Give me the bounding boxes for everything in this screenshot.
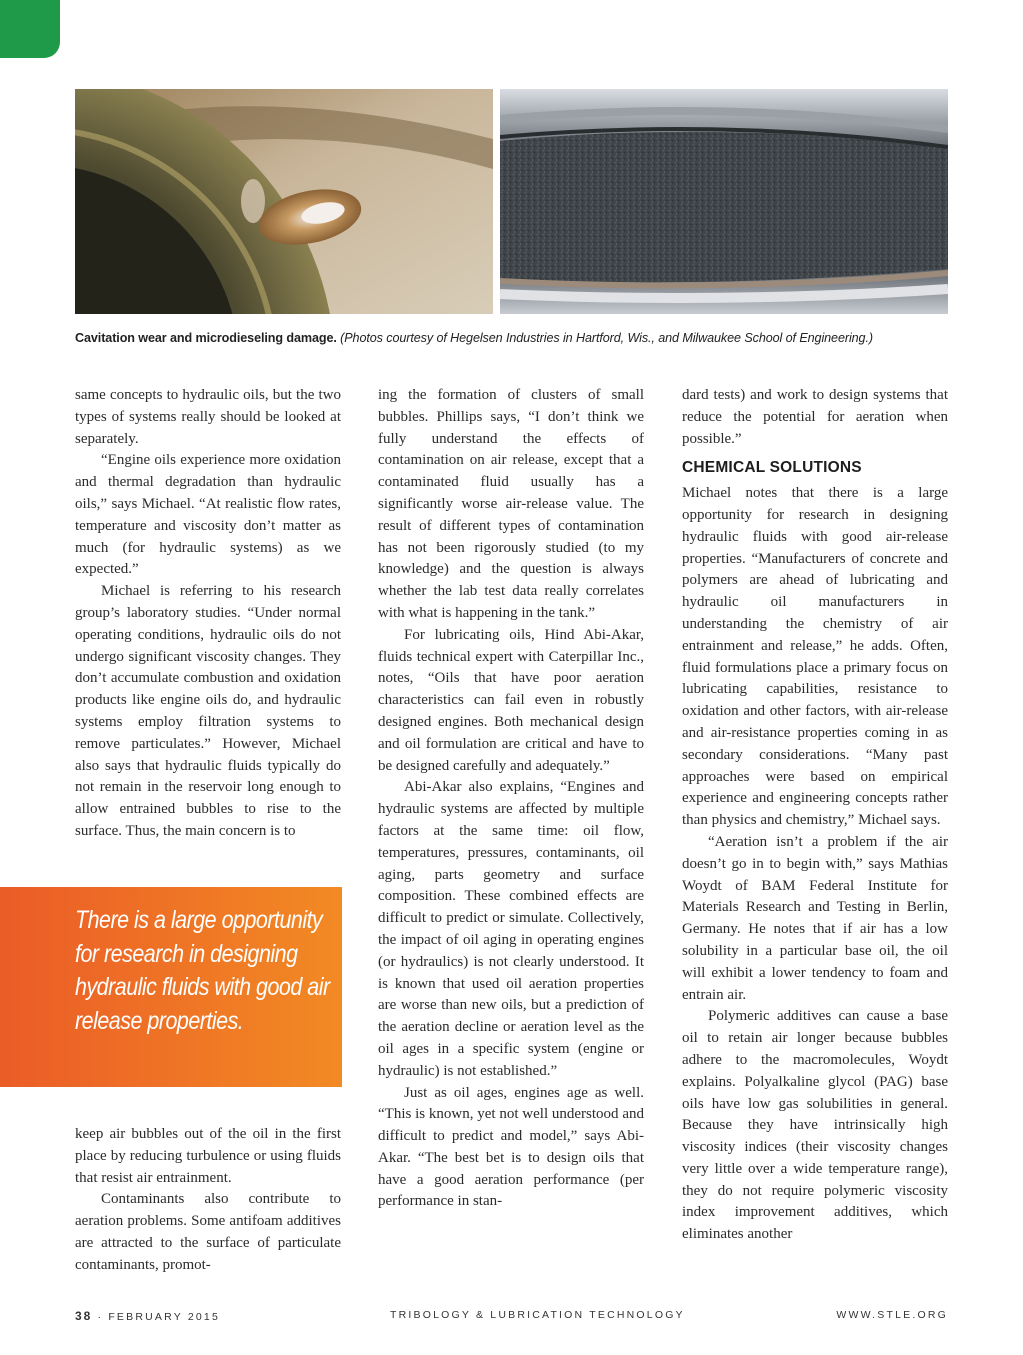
caption-title: Cavitation wear and microdieseling damage. xyxy=(75,331,337,345)
cavitation-wear-photo xyxy=(75,89,493,314)
paragraph: Just as oil ages, engines age as well. “This is known, yet not well understood and difficult to predict and model,” says Abi-Akar. “The best bet is to design oils that have a good aeration performance (per performance in stan- xyxy=(378,1084,644,1210)
paragraph: Abi-Akar also explains, “Engines and hydraulic systems are affected by multiple factors at the same time: oil flow, temperatures, pressures, contaminants, oil aging, parts geometry and surface composition. These combined effects are difficult to predict or simulate. Collectively, the impact of oil aging in operating engines (or hydraulics) is not clearly understood. It is known that used oil aeration properties are worse than new oils, but a prediction of the aeration decline or aeration level as the oil ages in a specific system (engine or hydraulic) is not established.” xyxy=(378,779,644,1079)
publication-name: TRIBOLOGY & LUBRICATION TECHNOLOGY xyxy=(390,1309,685,1321)
paragraph: “Engine oils experience more oxidation and thermal degradation than hydraulic oils,” says Michael. “At realistic flow rates, temperature and viscosity don’t matter as much (for hydraulic systems) as we expected.” xyxy=(75,452,341,578)
column-1-bottom xyxy=(75,1124,341,1277)
paragraph: Michael notes that there is a large opportunity for research in designing hydraulic fluids with good air-release properties. “Manufacturers of concrete and polymers are ahead of lubricating and hydraulic oil manufacturers in understanding the chemistry of air entrainment and release,” he adds. Often, fluid formulations place a primary focus on lubricating capabilities, resistance to oxidation and other factors, with air-release and air-resistance properties coming in as secondary considerations. “Many past approaches were based on empirical experience and engineering concepts rather than physics and chemistry,” Michael says. xyxy=(682,485,948,829)
paragraph: Contaminants also contribute to aeration problems. Some antifoam additives are attracted to the surface of particulate contaminants, promot- xyxy=(75,1191,341,1273)
paragraph: For lubricating oils, Hind Abi-Akar, fluids technical expert with Caterpillar Inc., notes, “Oils that have poor aeration characteristics can fail even in robustly designed engines. Both mechanical design and oil formulation are critical and have to be designed carefully and adequately.” xyxy=(378,626,644,774)
paragraph: ing the formation of clusters of small bubbles. Phillips says, “I don’t think we fully understand the effects of contamination on air release, except that a contaminated fluid usually has a significantly worse air-release value. The result of different types of contamination has not been rigorously studied (to my knowledge) and the question is always whether the lab test data really correlates with what is happening in the tank.” xyxy=(378,387,644,621)
microdieseling-damage-photo xyxy=(500,89,948,314)
paragraph: Michael is referring to his research group’s laboratory studies. “Under normal operating conditions, hydraulic oils do not undergo significant viscosity changes. They don’t accumulate combustion and oxidation products like engine oils do, and hydraulic systems employ filtration systems to remove particulates.” However, Michael also says that hydraulic fluids typically do not remain in the reservoir long enough to allow entrained bubbles to rise to the surface. Thus, the main concern is to xyxy=(75,583,341,839)
paragraph: dard tests) and work to design systems that reduce the potential for aeration when possible.” xyxy=(682,387,948,447)
column-2 xyxy=(378,385,644,1213)
column-3 xyxy=(682,385,948,1246)
paragraph: Polymeric additives can cause a base oil to retain air longer because bubbles adhere to the macromolecules, Woydt explains. Polyalkaline glycol (PAG) base oils have low gas solubilities in general. Because they have intrinsically high viscosity indices (their viscosity changes very little over a wide temperature range), they do not require polymeric viscosity index improvement additives, which eliminates another xyxy=(682,1008,948,1243)
footer-separator: · xyxy=(97,1311,104,1323)
photo-caption xyxy=(75,331,955,345)
issue-date: FEBRUARY 2015 xyxy=(108,1311,220,1323)
paragraph: “Aeration isn’t a problem if the air doesn’t go in to begin with,” says Mathias Woydt of BAM Federal Institute for Materials Research and Testing in Berlin, Germany. He notes that if air has a low solubility in a particular base oil, the oil will exhibit a lower tendency to foam and entrain air. xyxy=(682,833,948,1003)
footer-left xyxy=(75,1309,220,1323)
section-tab-marker xyxy=(0,0,60,58)
website-url: WWW.STLE.ORG xyxy=(836,1309,948,1321)
paragraph: same concepts to hydraulic oils, but the two types of systems really should be looked at separately. xyxy=(75,387,341,447)
page-footer xyxy=(75,1309,948,1325)
page-number: 38 xyxy=(75,1309,93,1323)
section-heading: CHEMICAL SOLUTIONS xyxy=(682,459,862,477)
column-1-top xyxy=(75,385,341,843)
paragraph: keep air bubbles out of the oil in the first place by reducing turbulence or using fluids that resist air entrainment. xyxy=(75,1126,341,1186)
pullquote-text: There is a large opportunity for research in designing hydraulic fluids with good air release properties. xyxy=(75,906,330,1035)
caption-credit: (Photos courtesy of Hegelsen Industries in Hartford, Wis., and Milwaukee School of Engineering.) xyxy=(340,331,873,345)
